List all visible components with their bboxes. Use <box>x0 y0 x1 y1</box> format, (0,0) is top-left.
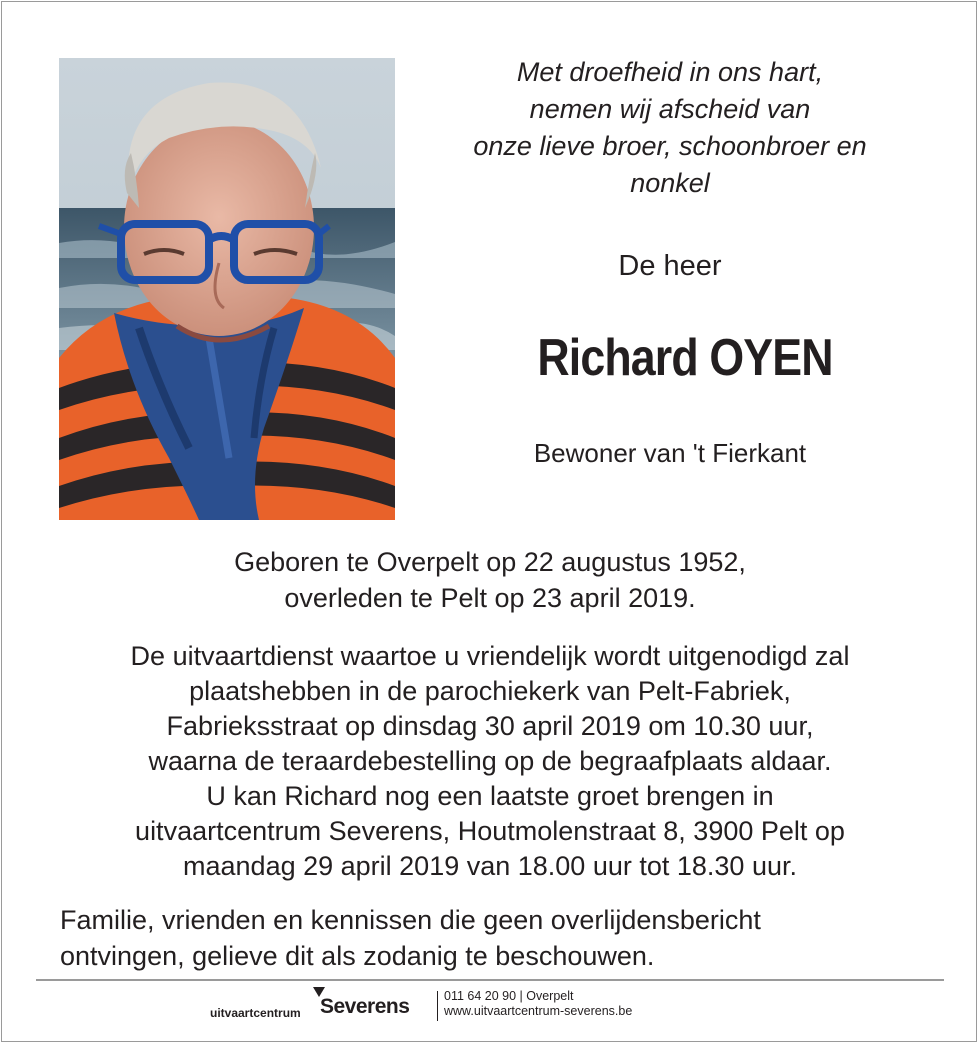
portrait-photo <box>59 58 395 520</box>
ceremony-line: plaatshebben in de parochiekerk van Pelt-Fabriek, <box>189 676 791 706</box>
closing-text <box>60 902 960 974</box>
contact-info <box>444 989 632 1019</box>
ceremony-line: De uitvaartdienst waartoe u vriendelijk wordt uitgenodigd zal <box>130 641 850 671</box>
birth-death-text <box>0 544 980 616</box>
logo-separator <box>437 991 438 1021</box>
footer-divider <box>36 979 944 981</box>
closing-line: Familie, vrienden en kennissen die geen overlijdensbericht <box>60 905 761 935</box>
intro-line: nonkel <box>630 168 710 198</box>
birth-line: Geboren te Overpelt op 22 augustus 1952, <box>234 547 746 577</box>
ceremony-line: maandag 29 april 2019 van 18.00 uur tot 18.30 uur. <box>183 851 797 881</box>
website-link: www.uitvaartcentrum-severens.be <box>444 1004 633 1018</box>
ceremony-line: Fabrieksstraat op dinsdag 30 april 2019 om 10.30 uur, <box>166 711 814 741</box>
intro-line: nemen wij afscheid van <box>529 94 811 124</box>
ceremony-text <box>0 639 980 884</box>
ceremony-line: U kan Richard nog een laatste groet brengen in <box>206 781 774 811</box>
resident-line: Bewoner van 't Fierkant <box>533 438 807 468</box>
logo-small-text: uitvaartcentrum <box>210 1006 301 1020</box>
death-line: overleden te Pelt op 23 april 2019. <box>284 583 696 613</box>
ceremony-line: waarna de teraardebestelling op de begraafplaats aldaar. <box>148 746 832 776</box>
intro-text <box>420 54 920 202</box>
intro-line: onze lieve broer, schoonbroer en <box>473 131 867 161</box>
logo-brand-text: Severens <box>320 995 410 1018</box>
intro-line: Met droefheid in ons hart, <box>516 57 824 87</box>
salutation: De heer <box>618 250 722 282</box>
phone-line: 011 64 20 90 | Overpelt <box>444 989 574 1003</box>
closing-line: ontvingen, gelieve dit als zodanig te beschouwen. <box>60 941 655 971</box>
deceased-name: Richard OYEN <box>537 329 833 387</box>
ceremony-line: uitvaartcentrum Severens, Houtmolenstraat 8, 3900 Pelt op <box>135 816 845 846</box>
